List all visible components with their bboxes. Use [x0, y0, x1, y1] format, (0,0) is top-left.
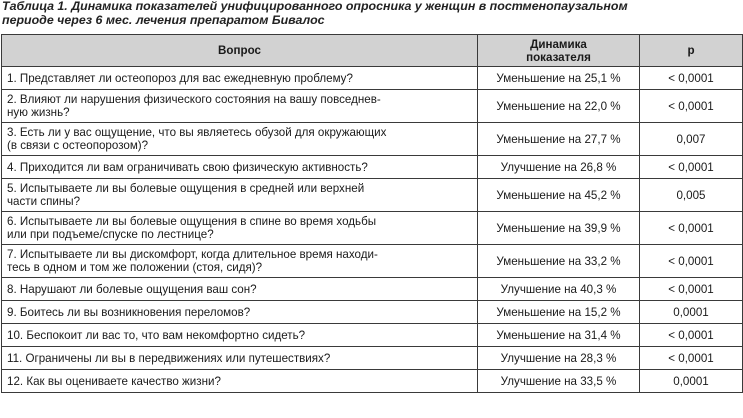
- dynamics-cell: Уменьшение на 33,2 %: [478, 245, 640, 278]
- question-line-1: 12. Как вы оцениваете качество жизни?: [7, 374, 221, 388]
- question-line-1: 10. Беспокоит ли вас то, что вам некомфортно сидеть?: [7, 328, 306, 342]
- dynamics-cell: Уменьшение на 15,2 %: [478, 301, 640, 324]
- dynamics-cell: Улучшение на 26,8 %: [478, 156, 640, 179]
- p-value-cell: < 0,0001: [640, 245, 743, 278]
- table-row: [2, 324, 743, 347]
- dynamics-cell: Улучшение на 33,5 %: [478, 370, 640, 393]
- table-row: [2, 179, 743, 212]
- table-row: [2, 245, 743, 278]
- question-line-1: 8. Нарушают ли болевые ощущения ваш сон?: [7, 282, 257, 296]
- question-cell: [2, 347, 478, 370]
- p-value-cell: < 0,0001: [640, 67, 743, 90]
- question-line-2: или при подъеме/спуске по лестнице?: [7, 228, 214, 241]
- question-cell: [2, 156, 478, 179]
- p-value-cell: < 0,0001: [640, 324, 743, 347]
- p-value-cell: 0,007: [640, 123, 743, 156]
- question-cell: [2, 278, 478, 301]
- header-row: [2, 35, 743, 67]
- question-line-2: части спины?: [7, 195, 81, 208]
- header-question: Вопрос: [2, 35, 478, 67]
- question-line-1: 4. Приходится ли вам ограничивать свою физическую активность?: [7, 160, 368, 174]
- question-cell: [2, 301, 478, 324]
- p-value-cell: < 0,0001: [640, 278, 743, 301]
- question-line-2: (в связи с остеопорозом)?: [7, 139, 149, 152]
- p-value-cell: < 0,0001: [640, 347, 743, 370]
- header-dynamics-line-2: показателя: [526, 50, 591, 64]
- question-cell: [2, 324, 478, 347]
- dynamics-cell: Уменьшение на 22,0 %: [478, 90, 640, 123]
- question-line-1: 9. Боитесь ли вы возникновения переломов?: [7, 305, 251, 319]
- dynamics-cell: Уменьшение на 45,2 %: [478, 179, 640, 212]
- question-line-1: 3. Есть ли у вас ощущение, что вы являетесь обузой для окружающих: [7, 126, 387, 139]
- p-value-cell: 0,0001: [640, 370, 743, 393]
- table-row: [2, 123, 743, 156]
- table-row: [2, 67, 743, 90]
- question-cell: [2, 245, 478, 278]
- questionnaire-table: [1, 34, 743, 393]
- caption-line-2: периоде через 6 мес. лечения препаратом Бивалос: [2, 12, 325, 27]
- table-row: [2, 370, 743, 393]
- header-dynamics-line-1: Динамика: [530, 37, 587, 51]
- dynamics-cell: Уменьшение на 39,9 %: [478, 212, 640, 245]
- header-p: p: [640, 35, 743, 67]
- p-value-cell: 0,005: [640, 179, 743, 212]
- question-line-2: ную жизнь?: [7, 106, 70, 119]
- table-caption: [2, 0, 740, 27]
- question-line-1: 2. Влияют ли нарушения физического состояния на вашу повседнев-: [7, 93, 381, 106]
- dynamics-cell: Улучшение на 28,3 %: [478, 347, 640, 370]
- question-cell: [2, 67, 478, 90]
- p-value-cell: < 0,0001: [640, 212, 743, 245]
- p-value-cell: < 0,0001: [640, 156, 743, 179]
- dynamics-cell: Уменьшение на 25,1 %: [478, 67, 640, 90]
- question-cell: [2, 90, 478, 123]
- table-row: [2, 90, 743, 123]
- question-line-1: 11. Ограничены ли вы в передвижениях или путешествиях?: [7, 351, 331, 365]
- question-line-1: 6. Испытываете ли вы болевые ощущения в спине во время ходьбы: [7, 215, 377, 228]
- table-row: [2, 278, 743, 301]
- dynamics-cell: Улучшение на 40,3 %: [478, 278, 640, 301]
- header-dynamics: [478, 35, 640, 67]
- p-value-cell: < 0,0001: [640, 90, 743, 123]
- question-line-1: 7. Испытываете ли вы дискомфорт, когда длительное время находи-: [7, 248, 378, 261]
- question-cell: [2, 212, 478, 245]
- table-row: [2, 212, 743, 245]
- question-line-1: 5. Испытываете ли вы болевые ощущения в средней или верхней: [7, 182, 365, 195]
- p-value-cell: 0,0001: [640, 301, 743, 324]
- caption-line-1: Таблица 1. Динамика показателей унифицированного опросника у женщин в постменопаузальном: [2, 0, 628, 13]
- table-row: [2, 347, 743, 370]
- question-line-2: тесь в одном и том же положении (стоя, сидя)?: [7, 261, 263, 274]
- question-line-1: 1. Представляет ли остеопороз для вас ежедневную проблему?: [7, 71, 353, 85]
- table-row: [2, 301, 743, 324]
- dynamics-cell: Уменьшение на 27,7 %: [478, 123, 640, 156]
- question-cell: [2, 179, 478, 212]
- question-cell: [2, 123, 478, 156]
- table-row: [2, 156, 743, 179]
- dynamics-cell: Уменьшение на 31,4 %: [478, 324, 640, 347]
- question-cell: [2, 370, 478, 393]
